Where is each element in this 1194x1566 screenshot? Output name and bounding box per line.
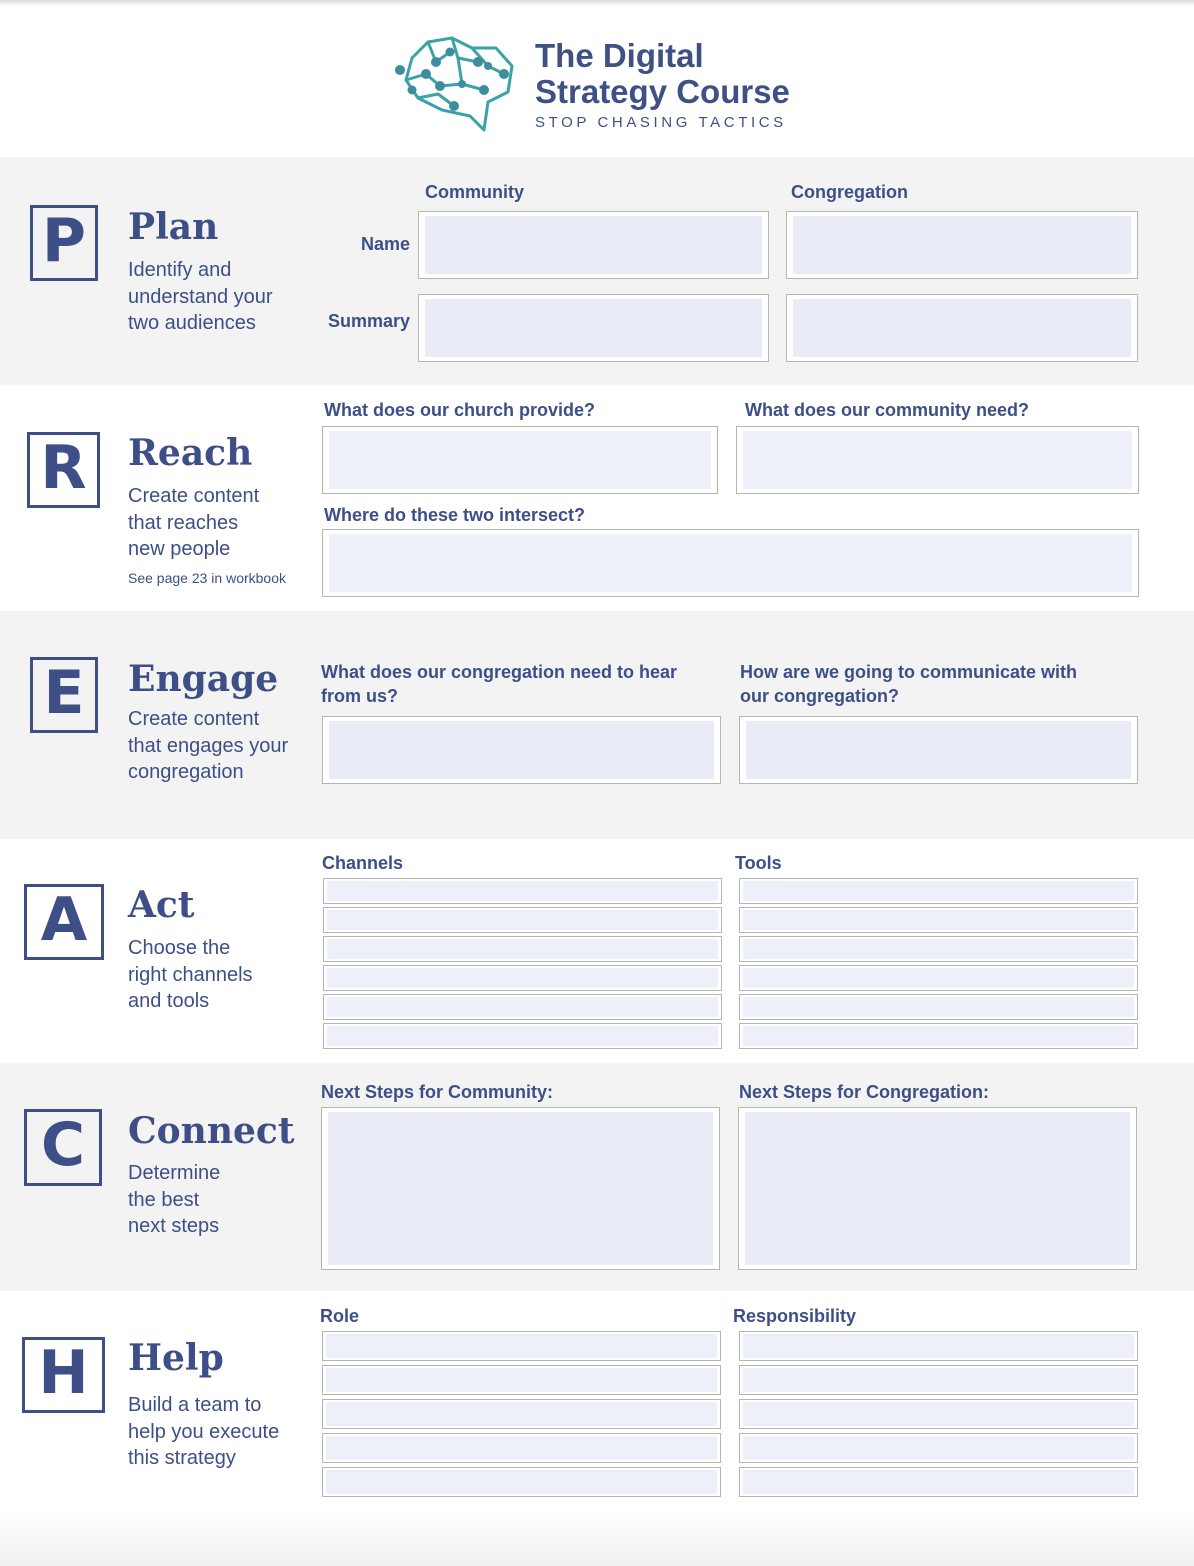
responsibility-field[interactable] bbox=[739, 1331, 1138, 1361]
channel-field[interactable] bbox=[323, 878, 722, 904]
next-steps-community-field[interactable] bbox=[321, 1107, 720, 1270]
section-desc-reach bbox=[128, 483, 313, 563]
desc-line: two audiences bbox=[128, 312, 256, 334]
tool-field[interactable] bbox=[739, 965, 1138, 991]
section-desc-plan bbox=[128, 257, 313, 337]
question-congregation-hear bbox=[321, 660, 677, 708]
row-label-summary: Summary bbox=[327, 311, 410, 331]
section-desc-help bbox=[128, 1392, 313, 1472]
channel-field[interactable] bbox=[323, 1023, 722, 1049]
column-label-role: Role bbox=[320, 1306, 360, 1326]
desc-line: next steps bbox=[128, 1215, 220, 1237]
section-help bbox=[0, 1291, 1194, 1512]
question-intersect: Where do these two intersect? bbox=[324, 505, 586, 525]
section-connect bbox=[0, 1063, 1194, 1291]
brand-title-line1: The Digital bbox=[535, 37, 704, 74]
section-title-act: Act bbox=[128, 884, 195, 926]
brand-title bbox=[535, 38, 790, 110]
section-desc-act bbox=[128, 935, 313, 1015]
congregation-summary-field[interactable] bbox=[786, 294, 1138, 362]
question-line: from us? bbox=[321, 686, 399, 706]
congregation-name-field[interactable] bbox=[786, 211, 1138, 279]
desc-line: that engages your bbox=[128, 734, 289, 757]
letter-e-badge: E bbox=[30, 657, 98, 733]
next-steps-congregation-field[interactable] bbox=[738, 1107, 1137, 1270]
desc-line: Build a team to bbox=[128, 1394, 262, 1416]
letter-p-badge: P bbox=[30, 205, 98, 281]
letter-r-badge: R bbox=[27, 432, 100, 508]
community-summary-field[interactable] bbox=[418, 294, 769, 362]
question-line: What does our congregation need to hear bbox=[321, 662, 678, 682]
letter-h-badge: H bbox=[22, 1337, 105, 1413]
section-plan bbox=[0, 157, 1194, 385]
communicate-field[interactable] bbox=[739, 716, 1138, 784]
section-title-help: Help bbox=[128, 1337, 224, 1379]
desc-line: help you execute bbox=[128, 1420, 280, 1443]
section-engage bbox=[0, 611, 1194, 839]
church-provide-field[interactable] bbox=[322, 426, 718, 494]
desc-line: new people bbox=[128, 538, 231, 560]
bottom-shadow bbox=[0, 1512, 1194, 1566]
role-field[interactable] bbox=[322, 1433, 721, 1463]
community-need-field[interactable] bbox=[736, 426, 1139, 494]
responsibility-field[interactable] bbox=[739, 1433, 1138, 1463]
intersect-field[interactable] bbox=[322, 529, 1139, 597]
tool-field[interactable] bbox=[739, 878, 1138, 904]
community-name-field[interactable] bbox=[418, 211, 769, 279]
desc-line: understand your bbox=[128, 285, 273, 308]
desc-line: Create content bbox=[128, 485, 260, 507]
desc-line: Identify and bbox=[128, 259, 232, 281]
role-field[interactable] bbox=[322, 1467, 721, 1497]
section-title-reach: Reach bbox=[128, 432, 253, 474]
tool-field[interactable] bbox=[739, 907, 1138, 933]
channel-field[interactable] bbox=[323, 994, 722, 1020]
column-label-channels: Channels bbox=[322, 853, 404, 873]
role-field[interactable] bbox=[322, 1365, 721, 1395]
workbook-note: See page 23 in workbook bbox=[128, 570, 286, 586]
section-title-connect: Connect bbox=[128, 1110, 295, 1152]
column-label-tools: Tools bbox=[735, 853, 782, 873]
responsibility-field[interactable] bbox=[739, 1467, 1138, 1497]
responsibility-field[interactable] bbox=[739, 1365, 1138, 1395]
column-label-community: Community bbox=[425, 182, 524, 202]
channel-field[interactable] bbox=[323, 965, 722, 991]
responsibility-field[interactable] bbox=[739, 1399, 1138, 1429]
tool-field[interactable] bbox=[739, 994, 1138, 1020]
section-title-plan: Plan bbox=[128, 206, 219, 248]
row-label-name: Name bbox=[360, 234, 410, 254]
tool-field[interactable] bbox=[739, 1023, 1138, 1049]
desc-line: Determine bbox=[128, 1162, 221, 1184]
column-label-next-steps-community: Next Steps for Community: bbox=[321, 1082, 554, 1102]
letter-c-badge: C bbox=[24, 1109, 102, 1186]
section-desc-connect bbox=[128, 1160, 313, 1240]
desc-line: Choose the bbox=[128, 937, 231, 959]
desc-line: this strategy bbox=[128, 1447, 236, 1469]
question-line: our congregation? bbox=[740, 686, 899, 706]
question-community-need: What does our community need? bbox=[745, 400, 1030, 420]
desc-line: Create content bbox=[128, 708, 260, 730]
question-communicate bbox=[740, 660, 1077, 708]
role-field[interactable] bbox=[322, 1331, 721, 1361]
desc-line: congregation bbox=[128, 761, 244, 783]
congregation-hear-field[interactable] bbox=[322, 716, 721, 784]
channel-field[interactable] bbox=[323, 907, 722, 933]
header bbox=[0, 0, 1194, 157]
desc-line: and tools bbox=[128, 990, 210, 1012]
role-field[interactable] bbox=[322, 1399, 721, 1429]
section-reach bbox=[0, 385, 1194, 611]
question-church-provide: What does our church provide? bbox=[324, 400, 596, 420]
channel-field[interactable] bbox=[323, 936, 722, 962]
letter-a-badge: A bbox=[24, 884, 104, 960]
brand-tagline: STOP CHASING TACTICS bbox=[535, 114, 787, 131]
section-desc-engage bbox=[128, 706, 313, 786]
brain-circuit-icon bbox=[392, 32, 516, 134]
section-act bbox=[0, 839, 1194, 1063]
column-label-responsibility: Responsibility bbox=[733, 1306, 857, 1326]
desc-line: right channels bbox=[128, 963, 253, 986]
brand-title-line2: Strategy Course bbox=[535, 73, 790, 110]
tool-field[interactable] bbox=[739, 936, 1138, 962]
column-label-next-steps-congregation: Next Steps for Congregation: bbox=[739, 1082, 990, 1102]
question-line: How are we going to communicate with bbox=[740, 662, 1078, 682]
column-label-congregation: Congregation bbox=[791, 182, 908, 202]
section-title-engage: Engage bbox=[128, 658, 279, 700]
desc-line: that reaches bbox=[128, 511, 239, 534]
desc-line: the best bbox=[128, 1188, 200, 1211]
